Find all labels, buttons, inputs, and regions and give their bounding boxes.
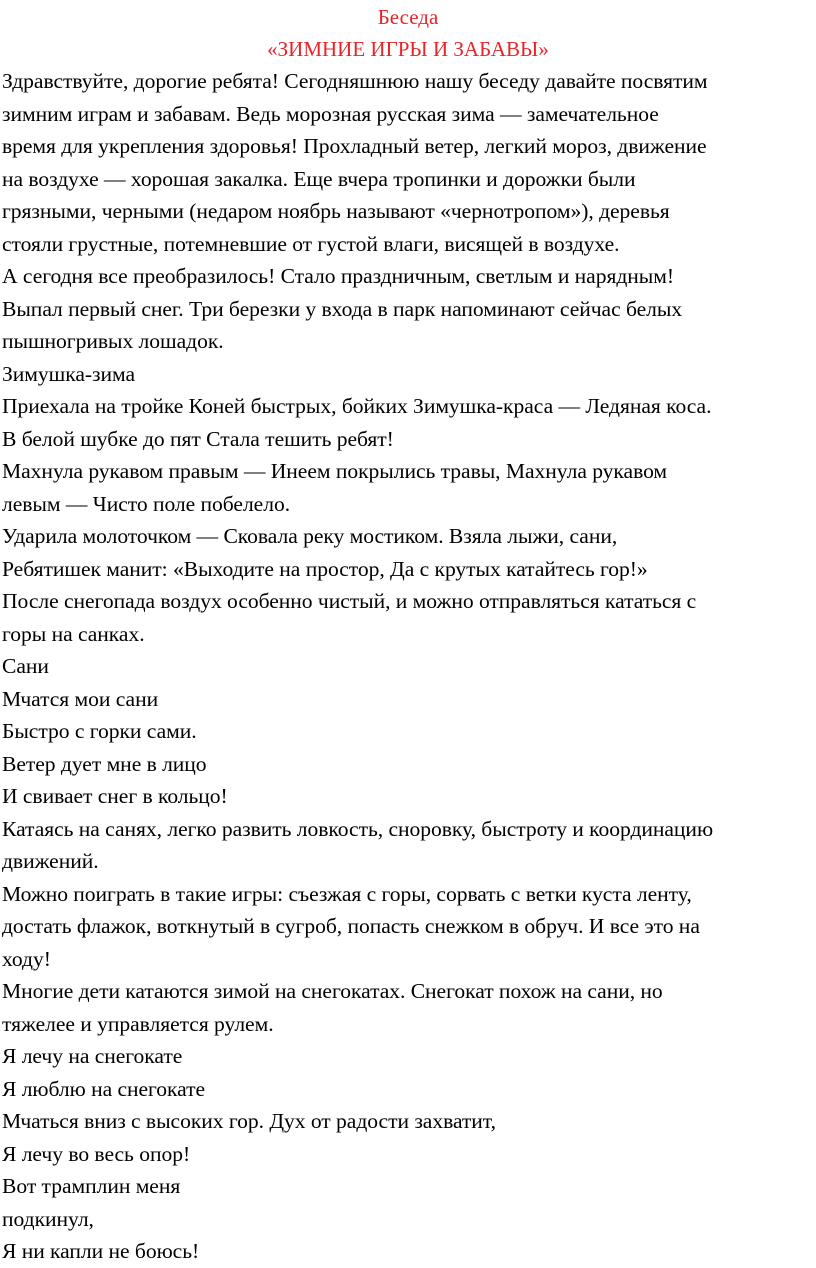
text-line: Можно поиграть в такие игры: съезжая с горы, сорвать с ветки куста ленту,	[2, 881, 692, 906]
text-line: зимним играм и забавам. Ведь морозная русская зима — замечательное	[2, 101, 659, 126]
document-body	[2, 65, 814, 1268]
text-line: движений.	[2, 849, 99, 873]
text-line: Приехала на тройке Коней быстрых, бойких Зимушка-краса — Ледяная коса.	[2, 394, 712, 418]
text-line: Я лечу во весь опор!	[2, 1141, 191, 1166]
text-line: стояли грустные, потемневшие от густой влаги, висящей в воздухе.	[2, 231, 620, 256]
text-line: пышногривых лошадок.	[2, 329, 224, 353]
text-line: Я лечу на снегокате	[2, 1044, 183, 1068]
text-line: Вот трамплин меня	[2, 1174, 181, 1198]
text-line: Катаясь на санях, легко развить ловкость, сноровку, быстроту и координацию	[2, 816, 714, 841]
text-line: И свивает снег в кольцо!	[2, 784, 228, 808]
text-line: Махнула рукавом правым — Инеем покрылись травы, Махнула рукавом	[2, 459, 668, 483]
text-line: время для укрепления здоровья! Прохладный ветер, легкий мороз, движение	[2, 134, 707, 158]
text-line: Сани	[2, 654, 49, 678]
text-line: тяжелее и управляется рулем.	[2, 1011, 274, 1036]
text-line: подкинул,	[2, 1206, 94, 1231]
text-line: Ветер дует мне в лицо	[2, 751, 207, 776]
text-line: Я ни капли не боюсь!	[2, 1239, 200, 1263]
text-line: левым — Чисто поле побелело.	[2, 491, 291, 516]
document-title-line-1: Беседа	[377, 5, 439, 29]
text-line: После снегопада воздух особенно чистый, и можно отправляться кататься с	[2, 589, 697, 613]
document-title-line-2: «ЗИМНИЕ ИГРЫ И ЗАБАВЫ»	[267, 37, 549, 61]
text-line: Зимушка-зима	[2, 361, 135, 386]
text-line: ходу!	[2, 946, 51, 971]
text-line: А сегодня все преобразилось! Стало праздничным, светлым и нарядным!	[2, 264, 675, 288]
text-line: Ударила молоточком — Сковала реку мостиком. Взяла лыжи, сани,	[2, 524, 618, 548]
text-line: Мчатся мои сани	[2, 686, 159, 711]
text-line: Здравствуйте, дорогие ребята! Сегодняшнюю нашу беседу давайте посвятим	[2, 69, 708, 93]
text-line: горы на санках.	[2, 621, 145, 646]
text-line: Я люблю на снегокате	[2, 1076, 206, 1101]
text-line: Быстро с горки сами.	[2, 719, 197, 743]
text-line: Многие дети катаются зимой на снегокатах. Снегокат похож на сани, но	[2, 979, 663, 1003]
text-line: Выпал первый снег. Три березки у входа в парк напоминают сейчас белых	[2, 296, 683, 321]
text-line: Мчаться вниз с высоких гор. Дух от радости захватит,	[2, 1109, 496, 1133]
text-line: грязными, черными (недаром ноябрь называют «чернотропом»), деревья	[2, 199, 670, 223]
text-line: Ребятишек манит: «Выходите на простор, Да с крутых катайтесь гор!»	[2, 556, 648, 581]
text-line: на воздухе — хорошая закалка. Еще вчера тропинки и дорожки были	[2, 166, 636, 191]
text-line: достать флажок, воткнутый в сугроб, попасть снежком в обруч. И все это на	[2, 914, 700, 938]
text-line: В белой шубке до пят Стала тешить ребят!	[2, 426, 394, 451]
document-page	[2, 0, 814, 1268]
